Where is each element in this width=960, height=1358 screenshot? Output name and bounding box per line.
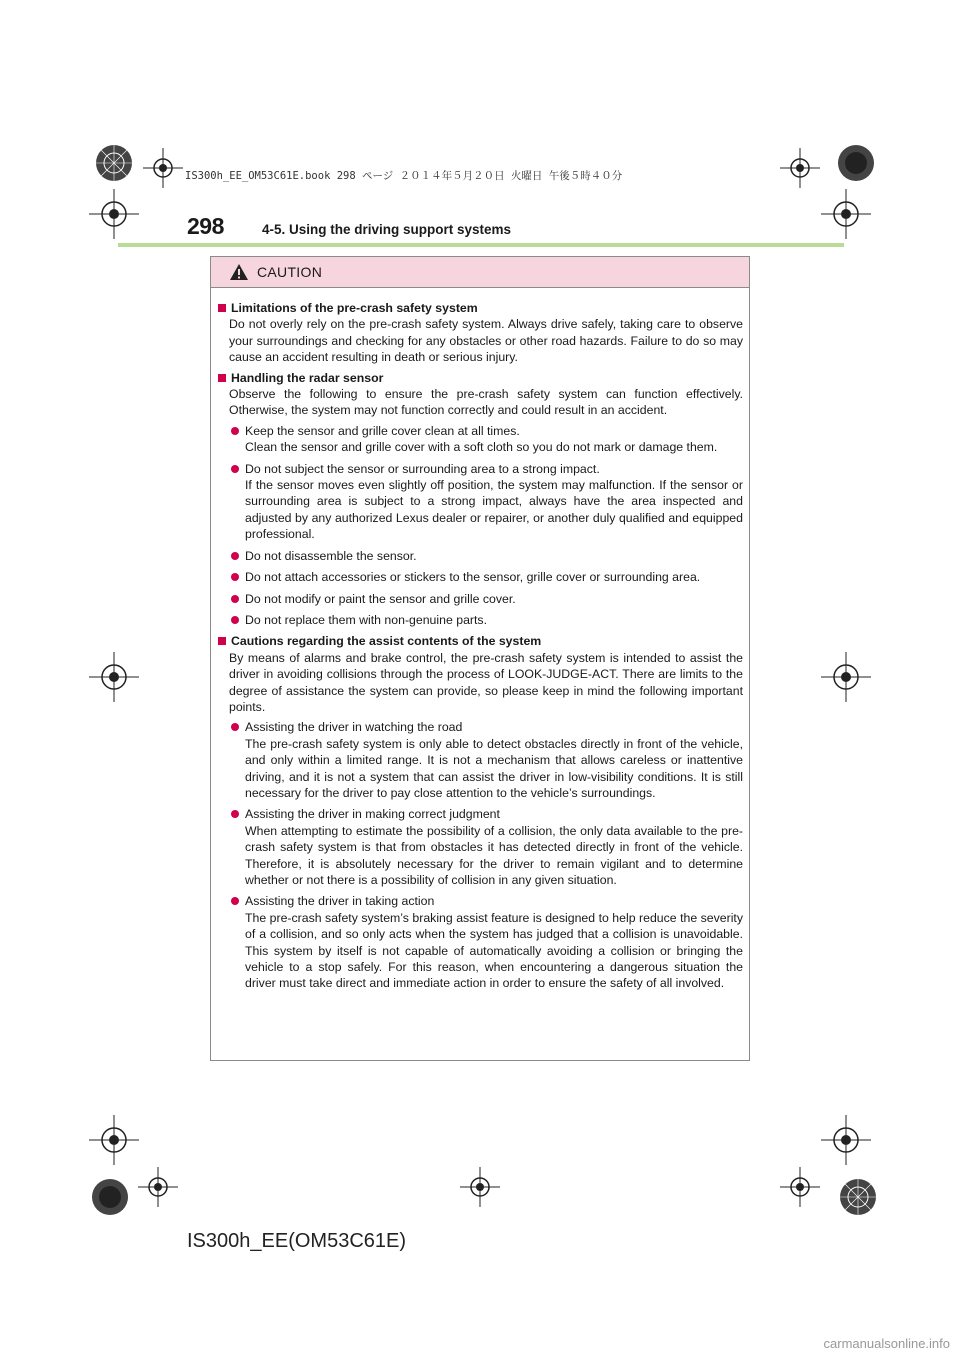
caution-box bbox=[210, 256, 750, 1061]
round-bullet-icon bbox=[231, 573, 239, 581]
round-bullet-icon bbox=[231, 616, 239, 624]
section-heading bbox=[217, 633, 743, 649]
list-item-content bbox=[245, 893, 743, 991]
list-item-head: Assisting the driver in making correct judgment bbox=[245, 807, 500, 822]
list-item-head: Assisting the driver in watching the road bbox=[245, 720, 463, 735]
list-item-content bbox=[245, 548, 743, 564]
round-bullet-icon bbox=[231, 465, 239, 473]
list-item-text: The pre-crash safety system is only able to detect obstacles directly in front of the vehicle, and only within a limited range. It is not a mechanism that allows careless or inattentive driving, and it is not a system that can assist the driver in low-visibility conditions. It is still necessary for the driver to pay close attention to the vehicle’s surroundings. bbox=[245, 736, 743, 800]
registration-mark-icon bbox=[89, 1115, 139, 1165]
list-item bbox=[217, 461, 743, 543]
registration-mark-icon bbox=[460, 1167, 500, 1207]
list-item-content bbox=[245, 806, 743, 888]
list-item-head: Assisting the driver in taking action bbox=[245, 894, 435, 909]
list-item-text: If the sensor moves even slightly off position, the system may malfunction. If the sensor or surrounding area is subject to a strong impact, always have the area inspected and adjusted by any authorized Lexus dealer or repairer, or another duly qualified and equipped professional. bbox=[245, 478, 743, 542]
caution-section bbox=[217, 300, 743, 366]
caution-content bbox=[211, 288, 749, 992]
registration-mark-icon bbox=[780, 1167, 820, 1207]
square-bullet-icon bbox=[218, 374, 226, 382]
registration-mark-icon bbox=[821, 189, 871, 239]
section-heading bbox=[217, 370, 743, 386]
list-item bbox=[217, 569, 743, 585]
round-bullet-icon bbox=[231, 897, 239, 905]
registration-mark-icon bbox=[143, 148, 183, 188]
list-item-head: Do not modify or paint the sensor and grille cover. bbox=[245, 591, 516, 606]
section-heading-text: Limitations of the pre-crash safety system bbox=[231, 301, 478, 315]
caution-section bbox=[217, 370, 743, 629]
round-bullet-icon bbox=[231, 552, 239, 560]
list-item bbox=[217, 423, 743, 456]
list-item-content bbox=[245, 591, 743, 607]
section-body: Do not overly rely on the pre-crash safety system. Always drive safely, taking care to observe your surroundings and checking for any obstacles or other road hazards. Failure to do so may cause an accident resulting in death or serious injury. bbox=[229, 317, 743, 365]
round-bullet-icon bbox=[231, 723, 239, 731]
list-item-text: The pre-crash safety system’s braking assist feature is designed to help reduce the severity of a collision, and so only acts when the system has judged that a collision is unavoidable. This system by itself is not capable of automatically avoiding a collision or bringing the vehicle to a stop safely. For this reason, when encountering a dangerous situation the driver must take direct and immediate action in order to ensure the safety of all involved. bbox=[245, 910, 743, 991]
list-item-text: When attempting to estimate the possibility of a collision, the only data available to the pre-crash safety system is that from obstacles it has detected directly in front of the vehicle. Therefore, it is absolutely necessary for the driver to remain vigilant and to determine whether or not there is a possibility of collision in any given situation. bbox=[245, 823, 743, 887]
starburst-mark-icon bbox=[90, 1177, 130, 1217]
section-title: 4-5. Using the driving support systems bbox=[262, 222, 512, 237]
registration-mark-icon bbox=[138, 1167, 178, 1207]
registration-mark-icon bbox=[780, 148, 820, 188]
caution-label: CAUTION bbox=[257, 264, 323, 280]
square-bullet-icon bbox=[218, 304, 226, 312]
round-bullet-icon bbox=[231, 810, 239, 818]
warning-icon bbox=[229, 263, 249, 281]
section-body: By means of alarms and brake control, the pre-crash safety system is intended to assist the driver in avoiding collisions through the process of LOOK-JUDGE-ACT. There are limits to the degree of assistance the system can provide, so please keep in mind the following important points. bbox=[229, 650, 743, 714]
caution-header bbox=[211, 257, 749, 288]
section-heading-text: Cautions regarding the assist contents of the system bbox=[231, 634, 542, 649]
list-item-content bbox=[245, 423, 743, 456]
registration-mark-icon bbox=[821, 1115, 871, 1165]
list-item-content bbox=[245, 612, 743, 628]
watermark: carmanualsonline.info bbox=[823, 1336, 950, 1351]
list-item-text: Clean the sensor and grille cover with a soft cloth so you do not mark or damage them. bbox=[245, 440, 718, 455]
list-item bbox=[217, 719, 743, 801]
list-item bbox=[217, 612, 743, 628]
page-number: 298 bbox=[187, 213, 224, 239]
starburst-mark-icon bbox=[94, 143, 134, 183]
list-item-head: Keep the sensor and grille cover clean at all times. bbox=[245, 423, 520, 438]
list-item bbox=[217, 893, 743, 991]
registration-mark-icon bbox=[821, 652, 871, 702]
list-item bbox=[217, 806, 743, 888]
section-heading bbox=[217, 300, 743, 316]
list-item-content bbox=[245, 719, 743, 801]
list-item-head: Do not disassemble the sensor. bbox=[245, 548, 417, 563]
section-body: Observe the following to ensure the pre-crash safety system can function effectively. Otherwise, the system may not function correctly and could result in an accident. bbox=[229, 387, 743, 418]
section-heading-text: Handling the radar sensor bbox=[231, 370, 384, 385]
list-item-head: Do not attach accessories or stickers to the sensor, grille cover or surrounding area. bbox=[245, 570, 701, 585]
model-code: IS300h_EE(OM53C61E) bbox=[187, 1230, 407, 1252]
caution-section bbox=[217, 633, 743, 992]
list-item bbox=[217, 591, 743, 607]
list-item-head: Do not subject the sensor or surrounding area to a strong impact. bbox=[245, 461, 600, 476]
print-stamp: IS300h_EE_OM53C61E.book 298 ページ ２０１４年５月２０日 火曜日 午後５時４０分 bbox=[185, 170, 623, 182]
list-item-content bbox=[245, 569, 743, 585]
round-bullet-icon bbox=[231, 427, 239, 435]
starburst-mark-icon bbox=[838, 1177, 878, 1217]
square-bullet-icon bbox=[218, 637, 226, 645]
list-item bbox=[217, 548, 743, 564]
starburst-mark-icon bbox=[836, 143, 876, 183]
round-bullet-icon bbox=[231, 595, 239, 603]
registration-mark-icon bbox=[89, 652, 139, 702]
list-item-head: Do not replace them with non-genuine parts. bbox=[245, 612, 487, 627]
list-item-content bbox=[245, 461, 743, 543]
registration-mark-icon bbox=[89, 189, 139, 239]
header-rule bbox=[118, 243, 844, 247]
